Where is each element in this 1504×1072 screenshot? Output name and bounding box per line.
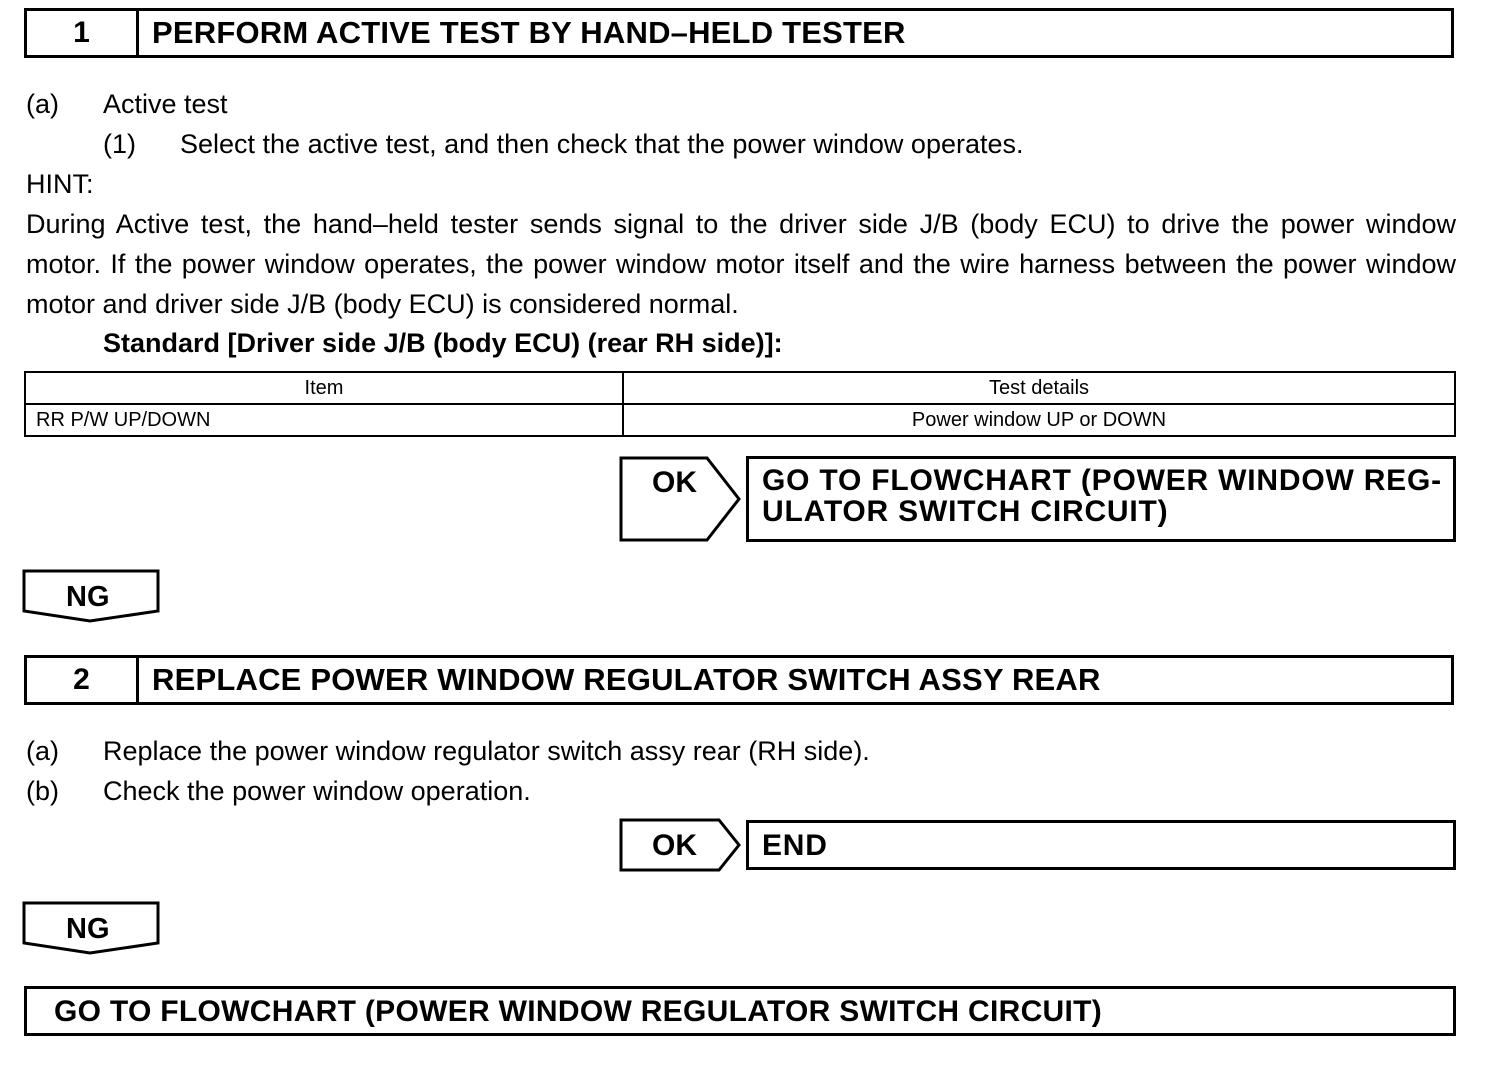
table-header-item: Item <box>25 372 623 404</box>
table-cell-item: RR P/W UP/DOWN <box>25 404 623 436</box>
step-2-title: REPLACE POWER WINDOW REGULATOR SWITCH ASSY REAR <box>152 662 1101 697</box>
step-1-number: 1 <box>27 11 139 55</box>
step-1-ok-arrow <box>619 456 743 542</box>
hint-text: During Active test, the hand–held tester sends signal to the driver side J/B (body ECU) to drive the power window motor. If the power window operates, the power window motor itself and the wire harness between the power window motor and driver side J/B (body ECU) is considered normal. <box>26 209 1456 319</box>
step-1-ok-result-line-1: GO TO FLOWCHART (POWER WINDOW REG- <box>762 464 1442 497</box>
step-2-ok-result-box <box>746 820 1456 870</box>
step-2-number: 2 <box>27 658 139 702</box>
step-1-ng-label: NG <box>66 581 110 613</box>
step-1-ok-result-text <box>762 465 1442 527</box>
step-2-ng-arrow <box>22 901 162 955</box>
step-2-a-text: Replace the power window regulator switch assy rear (RH side). <box>103 736 870 766</box>
step-2-ok-label: OK <box>652 829 697 862</box>
step-1-title: PERFORM ACTIVE TEST BY HAND–HELD TESTER <box>152 15 906 50</box>
table-header-row <box>25 372 1455 404</box>
step-2-ng-label: NG <box>66 913 110 945</box>
step-1-ng-arrow <box>22 569 162 623</box>
final-result-box <box>24 986 1456 1036</box>
step-1-sub1-label: (1) <box>103 129 136 159</box>
step-2-header <box>24 655 1454 705</box>
final-result-text: GO TO FLOWCHART (POWER WINDOW REGULATOR SWITCH CIRCUIT) <box>54 995 1103 1028</box>
step-1-header <box>24 8 1454 58</box>
spec-table <box>24 371 1456 437</box>
step-1-a-label: (a) <box>26 89 59 119</box>
step-2-b-label: (b) <box>26 776 59 806</box>
step-1-sub1-text: Select the active test, and then check that the power window operates. <box>180 129 1024 159</box>
step-2-ok-result-text: END <box>762 829 828 862</box>
table-cell-test-details: Power window UP or DOWN <box>623 404 1455 436</box>
step-1-ok-result-line-2: ULATOR SWITCH CIRCUIT) <box>762 495 1169 528</box>
table-row <box>25 404 1455 436</box>
step-1-ok-label: OK <box>652 466 697 499</box>
hint-label: HINT: <box>26 169 94 199</box>
step-1-a-text: Active test <box>103 89 228 119</box>
standard-label: Standard [Driver side J/B (body ECU) (rear RH side)]: <box>103 328 783 358</box>
table-header-test-details: Test details <box>623 372 1455 404</box>
step-2-ok-arrow <box>619 818 743 872</box>
step-1-ok-result-box <box>746 456 1456 542</box>
step-2-b-text: Check the power window operation. <box>103 776 531 806</box>
step-2-a-label: (a) <box>26 736 59 766</box>
